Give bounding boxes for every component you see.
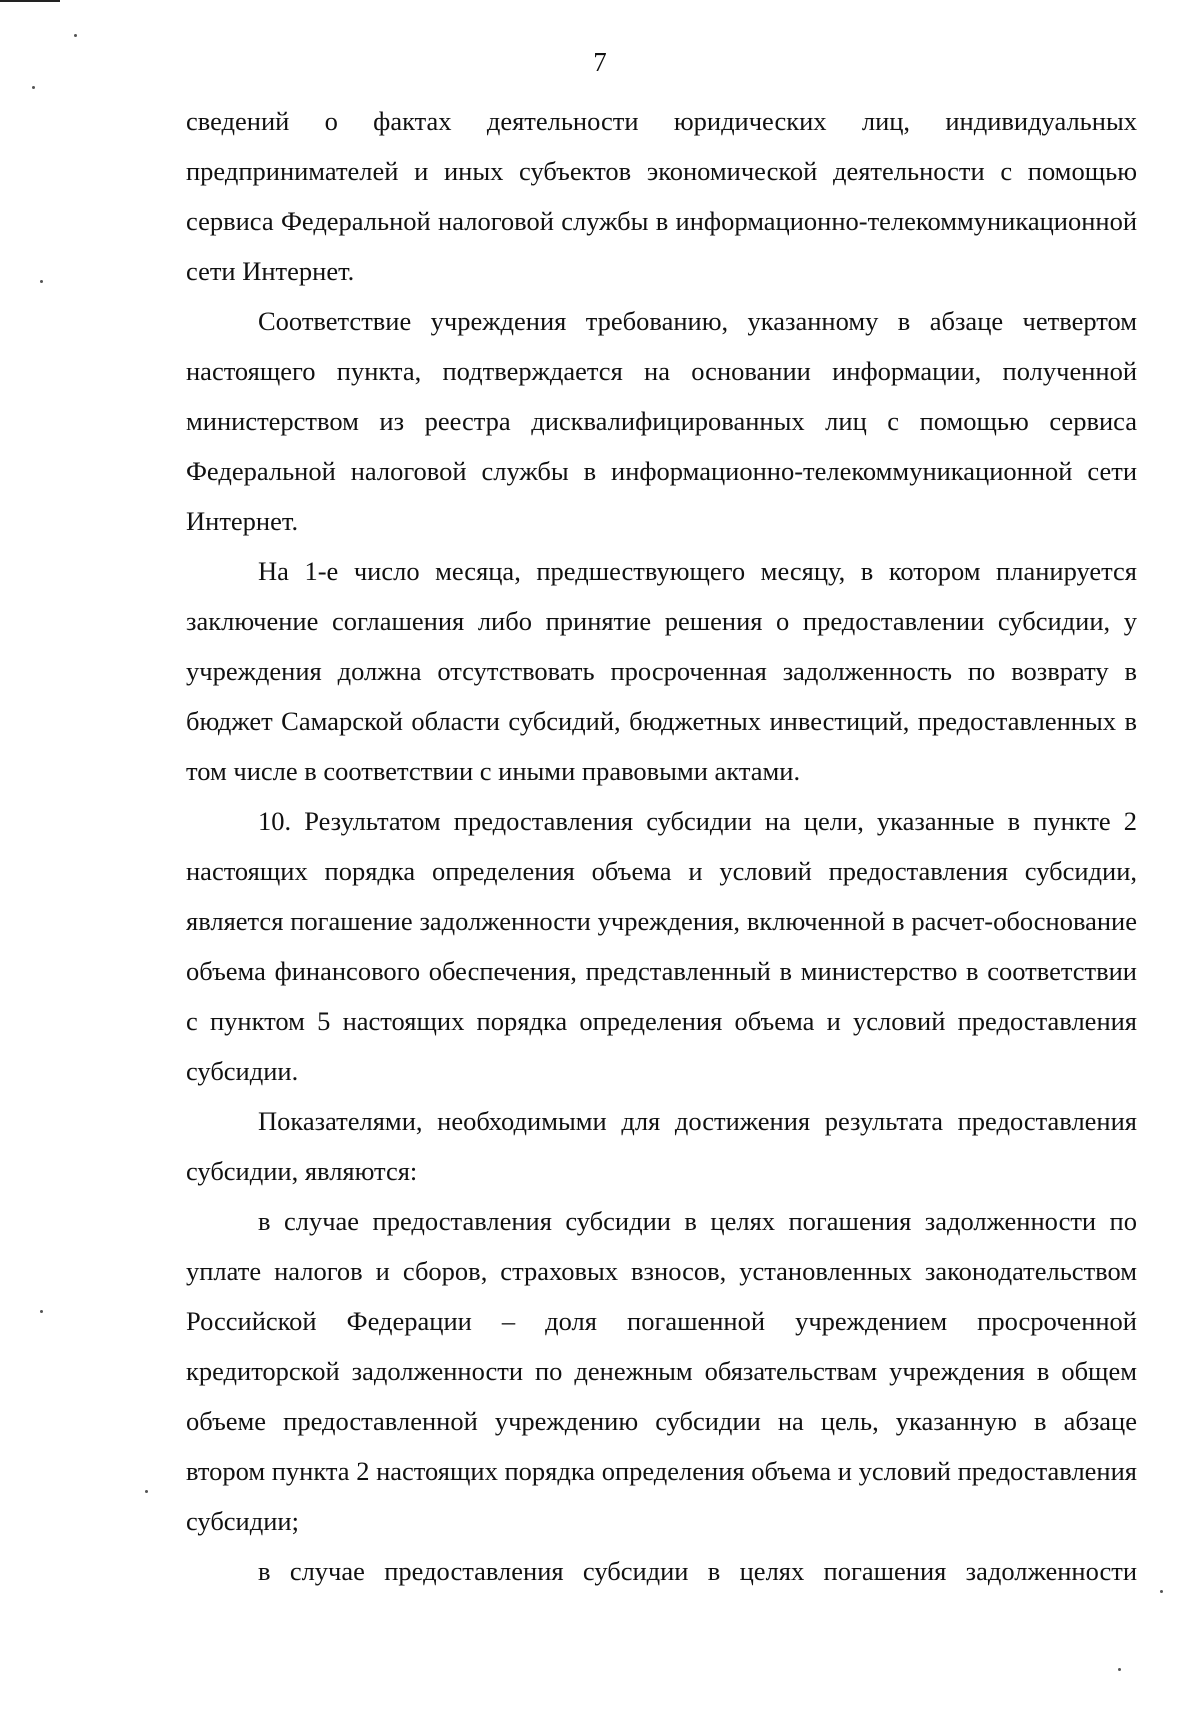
scan-speck — [1160, 1590, 1163, 1593]
paragraph-2: Соответствие учреждения требованию, указанному в абзаце четвертом настоящего пункта, подтверждается на основании информации, полученной министерством из реестра дисквалифицированных лиц с помощью сервиса Федеральной налоговой службы в информационно-телекоммуникационной сети Интернет. — [186, 306, 1137, 536]
paragraph-1: сведений о фактах деятельности юридических лиц, индивидуальных предпринимателей и иных субъектов экономической деятельности с помощью сервиса Федеральной налоговой службы в информационно-телекоммуникационной сети Интернет. — [186, 106, 1137, 286]
paragraph-4: 10. Результатом предоставления субсидии на цели, указанные в пункте 2 настоящих порядка определения объема и условий предоставления субсидии, является погашение задолженности учреждения, включенной в расчет-обоснование объема финансового обеспечения, представленный в министерство в соответствии с пунктом 5 настоящих порядка определения объема и условий предоставления субсидии. — [186, 806, 1137, 1086]
paragraph-7: в случае предоставления субсидии в целях погашения задолженности — [258, 1556, 1137, 1586]
scan-speck — [40, 1310, 43, 1313]
page-number: 7 — [593, 47, 607, 77]
scan-corner-mark — [0, 0, 60, 2]
document-body — [186, 96, 1137, 1596]
scan-speck — [1118, 1668, 1121, 1671]
scan-speck — [40, 280, 43, 283]
scan-speck — [145, 1490, 148, 1493]
scan-speck — [74, 34, 77, 37]
paragraph-3: На 1-е число месяца, предшествующего месяцу, в котором планируется заключение соглашения либо принятие решения о предоставлении субсидии, у учреждения должна отсутствовать просроченная задолженность по возврату в бюджет Самарской области субсидий, бюджетных инвестиций, предоставленных в том числе в соответствии с иными правовыми актами. — [186, 556, 1137, 786]
scan-speck — [32, 86, 35, 89]
paragraph-5: Показателями, необходимыми для достижения результата предоставления субсидии, являются: — [186, 1106, 1137, 1186]
paragraph-6: в случае предоставления субсидии в целях погашения задолженности по уплате налогов и сборов, страховых взносов, установленных законодательством Российской Федерации – доля погашенной учреждением просроченной кредиторской задолженности по денежным обязательствам учреждения в общем объеме предоставленной учреждению субсидии на цель, указанную в абзаце втором пункта 2 настоящих порядка определения объема и условий предоставления субсидии; — [186, 1206, 1137, 1536]
